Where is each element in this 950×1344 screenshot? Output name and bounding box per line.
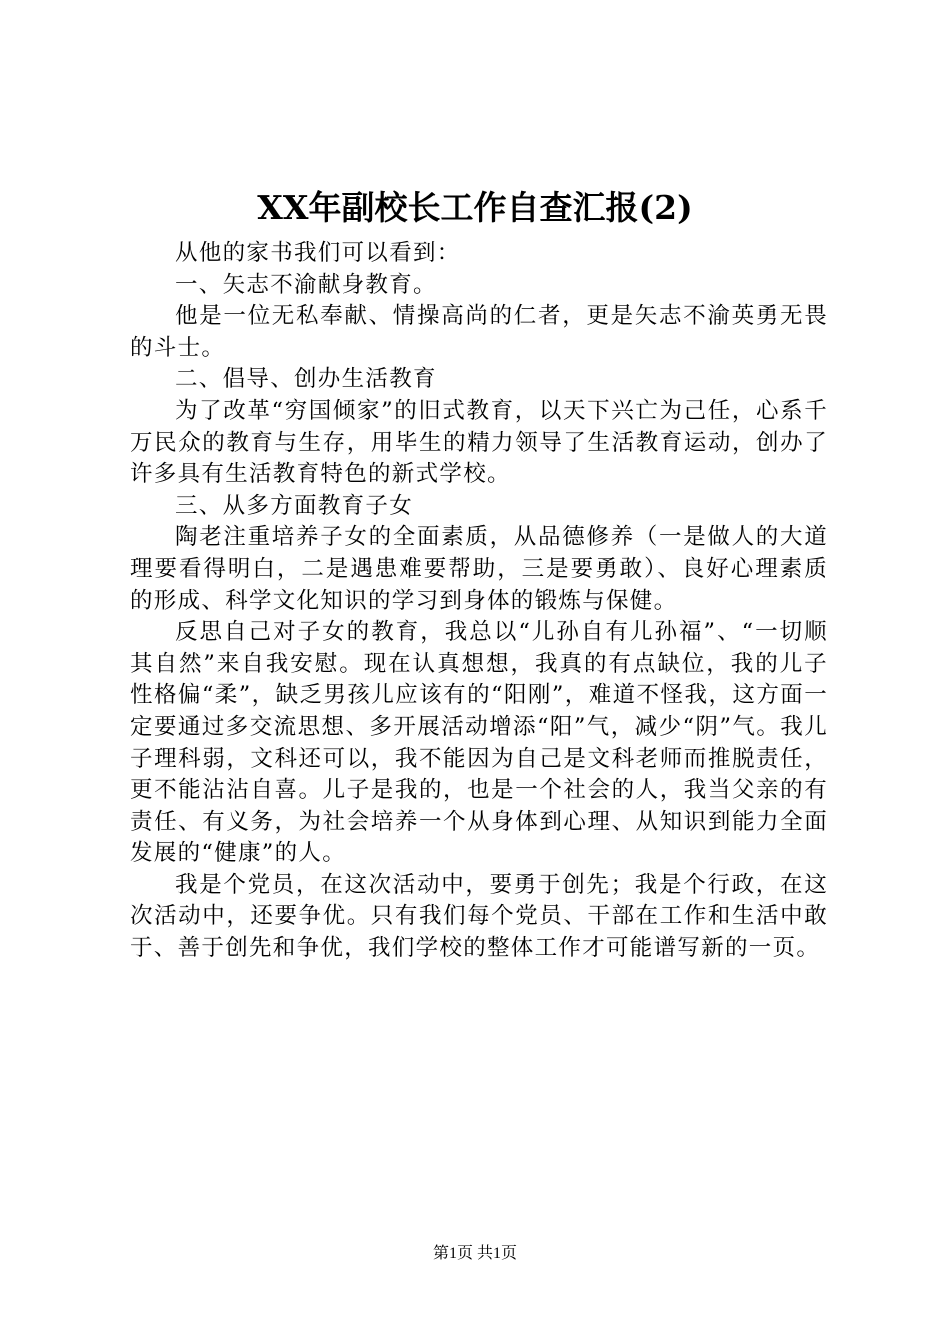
paragraph-1: 他是一位无私奉献、情操高尚的仁者，更是矢志不渝英勇无畏的斗士。: [130, 303, 828, 361]
paragraph-heading-3: 三、从多方面教育子女: [175, 492, 414, 519]
paragraph-4: 反思自己对子女的教育，我总以“儿孙自有儿孙福”、“一切顺其自然”来自我安慰。现在认真想想，我真的有点缺位，我的儿子性格偏“柔”，缺乏男孩儿应该有的“阳刚”，难道不怪我，这方面一定要通过多交流思想、多开展活动增添“阳”气，减少“阴”气。我儿子理科弱，文科还可以，我不能因为自己是文科老师而推脱责任，更不能沾沾自喜。儿子是我的，也是一个社会的人，我当父亲的有责任、有义务，为社会培养一个从身体到心理、从知识到能力全面发展的“健康”的人。: [130, 619, 828, 867]
paragraph-3: 陶老注重培养子女的全面素质，从品德修养（一是做人的大道理要看得明白，二是遇患难要帮助，三是要勇敢）、良好心理素质的形成、科学文化知识的学习到身体的锻炼与保健。: [130, 524, 828, 614]
paragraph-5: 我是个党员，在这次活动中，要勇于创先；我是个行政，在这次活动中，还要争优。只有我们每个党员、干部在工作和生活中敢于、善于创先和争优，我们学校的整体工作才可能谱写新的一页。: [130, 871, 828, 962]
document-body: [130, 238, 828, 965]
paragraph-heading-2: 二、倡导、创办生活教育: [175, 366, 437, 393]
paragraph-2: 为了改革“穷国倾家”的旧式教育，以天下兴亡为己任，心系千万民众的教育与生存，用毕生的精力领导了生活教育运动，创办了许多具有生活教育特色的新式学校。: [130, 397, 828, 488]
page-footer: 第1页 共1页: [432, 1245, 517, 1262]
paragraph-intro: 从他的家书我们可以看到：: [175, 240, 461, 266]
paragraph-heading-1: 一、矢志不渝献身教育。: [175, 271, 437, 298]
document-title: XX年副校长工作自查汇报(2): [257, 188, 693, 227]
